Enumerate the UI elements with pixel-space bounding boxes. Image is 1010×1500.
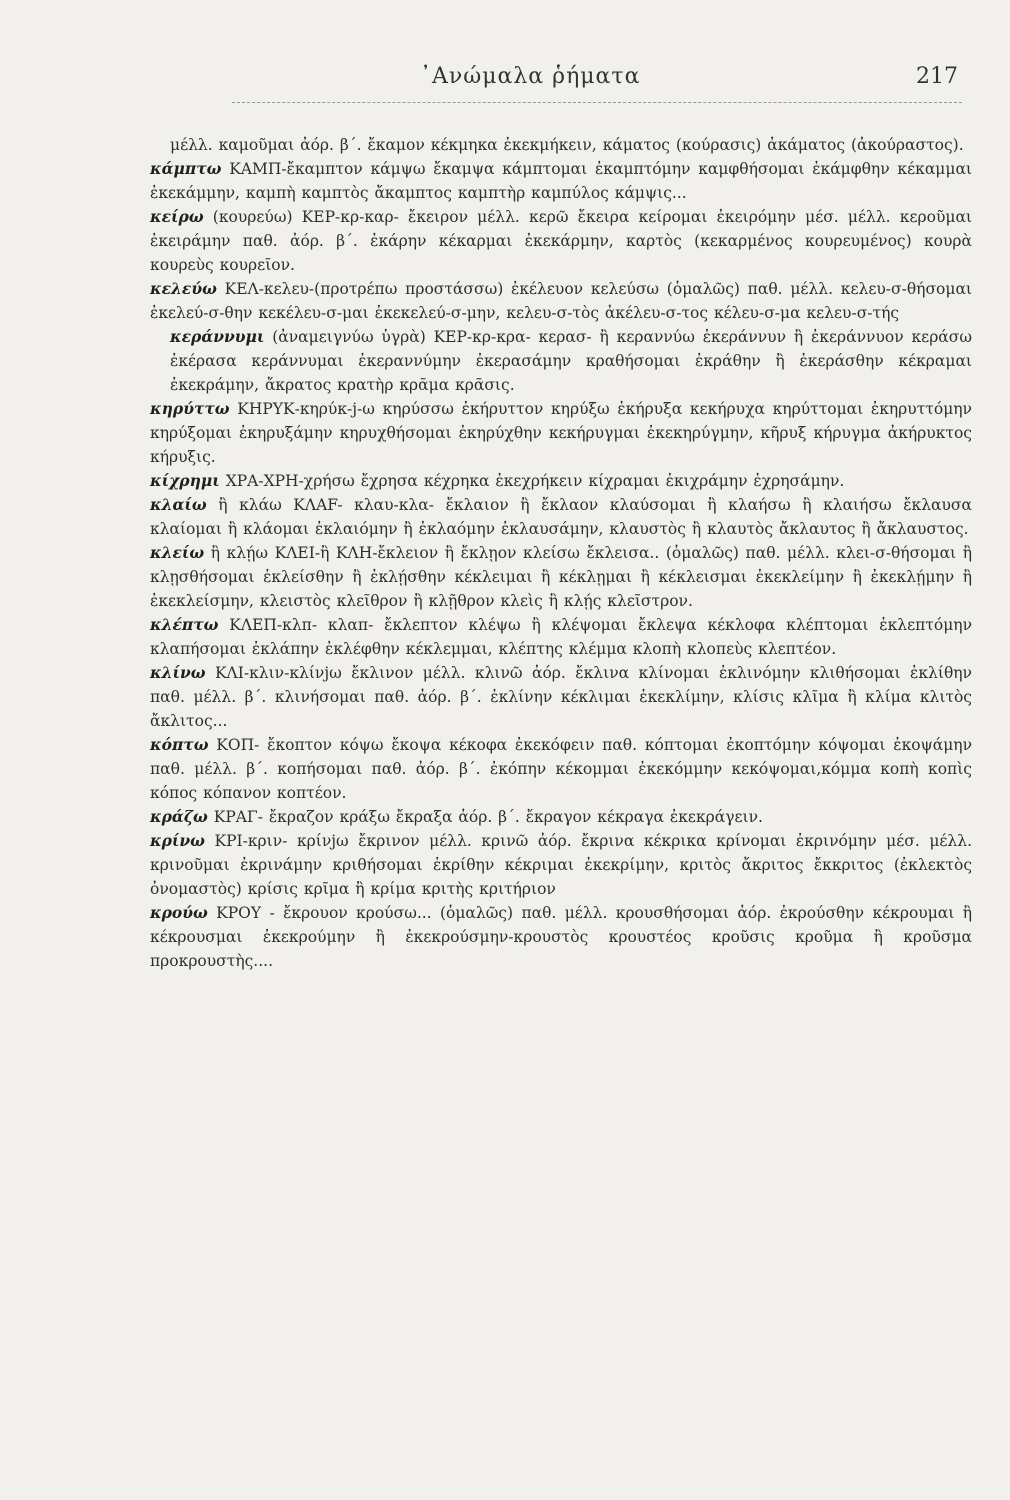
entry-text: ΧΡΑ-ΧΡΗ-χρήσω ἔχρησα κέχρηκα ἐκεχρήκειν κίχραμαι ἐκιχράμην ἐχρησάμην.	[225, 472, 845, 490]
entry-text: ΚΑΜΠ-ἔκαμπτον κάμψω ἔκαμψα κάμπτομαι ἐκαμπτόμην καμφθήσομαι ἐκάμφθην κέκαμμαι ἐκεκάμμην, καμπὴ καμπτὸς ἄκαμπτος καμπτὴρ καμπύλος κάμψις...	[150, 160, 972, 202]
entry-text: ἢ κλάω ΚΛΑF- κλαυ-κλα- ἔκλαιον ἢ ἔκλαον κλαύσομαι ἢ κλαήσω ἢ κλαιήσω ἔκλαυσα κλαίομαι ἢ κλάομαι ἐκλαιόμην ἢ ἐκλαόμην ἐκλαυσάμην, κλαυστὸς ἢ κλαυτὸς ἄκλαυτος ἢ ἄκλαυστος.	[150, 496, 972, 538]
dictionary-entry	[150, 325, 972, 397]
entry-text: ΚΡΟΥ - ἔκρουον κρούσω... (ὁμαλῶς) παθ. μέλλ. κρουσθήσομαι ἀόρ. ἐκρούσθην κέκρουμαι ἢ κέκρουσμαι ἐκεκρούμην ἢ ἐκεκρούσμην-κρουστὸς κρουστέος κροῦσις κροῦμα ἢ κροῦσμα προκρουστὴς....	[150, 904, 972, 970]
page-body	[150, 133, 972, 973]
entry-text: μέλλ. καμοῦμαι ἀόρ. β΄. ἔκαμον κέκμηκα ἐκεκμήκειν, κάματος (κούρασις) ἀκάματος (ἀκούραστος).	[170, 136, 964, 154]
entry-text: ΚΕΛ-κελευ-(προτρέπω προστάσσω) ἐκέλευον κελεύσω (ὁμαλῶς) παθ. μέλλ. κελευ-σ-θήσομαι ἐκελεύ-σ-θην κεκέλευ-σ-μαι ἐκεκελεύ-σ-μην, κελευ-σ-τὸς ἀκέλευ-σ-τος κέλευ-σ-μα κελευ-σ-τής	[150, 280, 972, 322]
entry-headword: κρίνω	[150, 831, 205, 850]
entry-text: ΚΟΠ- ἔκοπτον κόψω ἔκοψα κέκοφα ἐκεκόφειν παθ. κόπτομαι ἐκοπτόμην κόψομαι ἐκοψάμην παθ. μέλλ. β΄. κοπήσομαι παθ. ἀόρ. β΄. ἐκόπην κέκομμαι ἐκεκόμμην κεκόψομαι,κόμμα κοπὴ κοπὶς κόπος κόπανον κοπτέον.	[150, 736, 973, 802]
entry-headword: κλαίω	[150, 495, 207, 514]
dictionary-entry	[150, 733, 972, 805]
entry-text: (κουρεύω) ΚΕΡ-κρ-καρ- ἔκειρον μέλλ. κερῶ ἔκειρα κείρομαι ἐκειρόμην μέσ. μέλλ. κεροῦμαι ἐκειράμην παθ. ἀόρ. β΄. ἐκάρην κέκαρμαι ἐκεκάρμην, καρτὸς (κεκαρμένος κουρευμένος) κουρὰ κουρεὺς κουρεῖον.	[150, 208, 972, 274]
page-header	[0, 58, 1010, 98]
entry-text: ἢ κλῄω ΚΛΕΙ-ἢ ΚΛΗ-ἔκλειον ἢ ἔκλῃον κλείσω ἔκλεισα.. (ὁμαλῶς) παθ. μέλλ. κλει-σ-θήσομαι ἢ κλῃσθήσομαι ἐκλείσθην ἢ ἐκλῄσθην κέκλειμαι ἢ κέκλῃμαι ἢ κέκλεισμαι ἐκεκλείμην ἢ ἐκεκλῄμην ἢ ἐκεκλείσμην, κλειστὸς κλεῖθρον ἢ κλῇθρον κλεὶς ἢ κλῄς κλεῖστρον.	[150, 544, 972, 610]
entry-text: ΚΛΙ-κλιν-κλίνjω ἔκλινον μέλλ. κλινῶ ἀόρ. ἔκλινα κλίνομαι ἐκλινόμην κλιθήσομαι ἐκλίθην παθ. μέλλ. β΄. κλινήσομαι παθ. ἀόρ. β΄. ἐκλίνην κέκλιμαι ἐκεκλίμην, κλίσις κλῖμα ἢ κλίμα κλιτὸς ἄκλιτος...	[150, 664, 972, 730]
entry-headword: κελεύω	[150, 279, 217, 298]
entry-headword: κόπτω	[150, 735, 209, 754]
dictionary-entry	[150, 277, 972, 325]
dictionary-entry	[150, 613, 972, 661]
entry-text: (ἀναμειγνύω ὑγρὰ) ΚΕΡ-κρ-κρα- κερασ- ἢ κεραννύω ἐκεράννυν ἢ ἐκεράννυον κεράσω ἐκέρασα κεράννυμαι ἐκεραννύμην ἐκερασάμην κραθήσομαι ἐκράθην ἢ ἐκεράσθην κέκραμαι ἐκεκράμην, ἄκρατος κρατὴρ κρᾶμα κρᾶσις.	[170, 328, 972, 394]
entry-headword: κρούω	[150, 903, 208, 922]
entry-headword: κλίνω	[150, 663, 206, 682]
page-number: 217	[916, 64, 958, 89]
dictionary-entry	[150, 397, 972, 469]
entry-text: ΚΡΙ-κριν- κρίνjω ἔκρινον μέλλ. κρινῶ ἀόρ. ἔκρινα κέκρικα κρίνομαι ἐκρινόμην μέσ. μέλλ. κρινοῦμαι ἐκρινάμην κριθήσομαι ἐκρίθην κέκριμαι ἐκεκρίμην, κριτὸς ἄκριτος ἔκκριτος (ἐκλεκτὸς ὀνομαστὸς) κρίσις κρῖμα ἢ κρίμα κριτὴς κριτήριον	[150, 832, 972, 898]
dictionary-entry	[150, 469, 972, 493]
entry-headword: κλείω	[150, 543, 205, 562]
entry-headword: κάμπτω	[150, 159, 222, 178]
entry-headword: κηρύττω	[150, 399, 230, 418]
dictionary-entry	[150, 493, 972, 541]
dictionary-entry	[150, 661, 972, 733]
entry-text: ΚΗΡΥΚ-κηρύκ-j-ω κηρύσσω ἐκήρυττον κηρύξω ἐκήρυξα κεκήρυχα κηρύττομαι ἐκηρυττόμην κηρύξομαι ἐκηρυξάμην κηρυχθήσομαι ἐκηρύχθην κεκήρυγμαι ἐκεκηρύγμην, κῆρυξ κήρυγμα ἀκήρυκτος κήρυξις.	[150, 400, 972, 466]
entry-headword: κλέπτω	[150, 615, 219, 634]
entry-headword: κείρω	[150, 207, 204, 226]
dictionary-entry	[150, 157, 972, 205]
entry-headword: κεράννυμι	[170, 327, 265, 346]
dictionary-entry	[150, 829, 972, 901]
entry-headword: κράζω	[150, 807, 208, 826]
dictionary-entry	[150, 133, 972, 157]
dictionary-entry	[150, 541, 972, 613]
running-title: ᾿Ανώμαλα ῥήματα	[420, 64, 641, 89]
dictionary-entry	[150, 205, 972, 277]
dictionary-entry	[150, 805, 972, 829]
dictionary-entry	[150, 901, 972, 973]
entry-text: ΚΛΕΠ-κλπ- κλαπ- ἔκλεπτον κλέψω ἢ κλέψομαι ἔκλεψα κέκλοφα κλέπτομαι ἐκλεπτόμην κλαπήσομαι ἐκλάπην ἐκλέφθην κέκλεμμαι, κλέπτης κλέμμα κλοπὴ κλοπεὺς κλεπτέον.	[150, 616, 972, 658]
entry-text: ΚΡΑΓ- ἔκραζον κράξω ἔκραξα ἀόρ. β΄. ἔκραγον κέκραγα ἐκεκράγειν.	[213, 808, 763, 826]
header-rule	[232, 102, 962, 103]
entry-headword: κίχρημι	[150, 471, 220, 490]
